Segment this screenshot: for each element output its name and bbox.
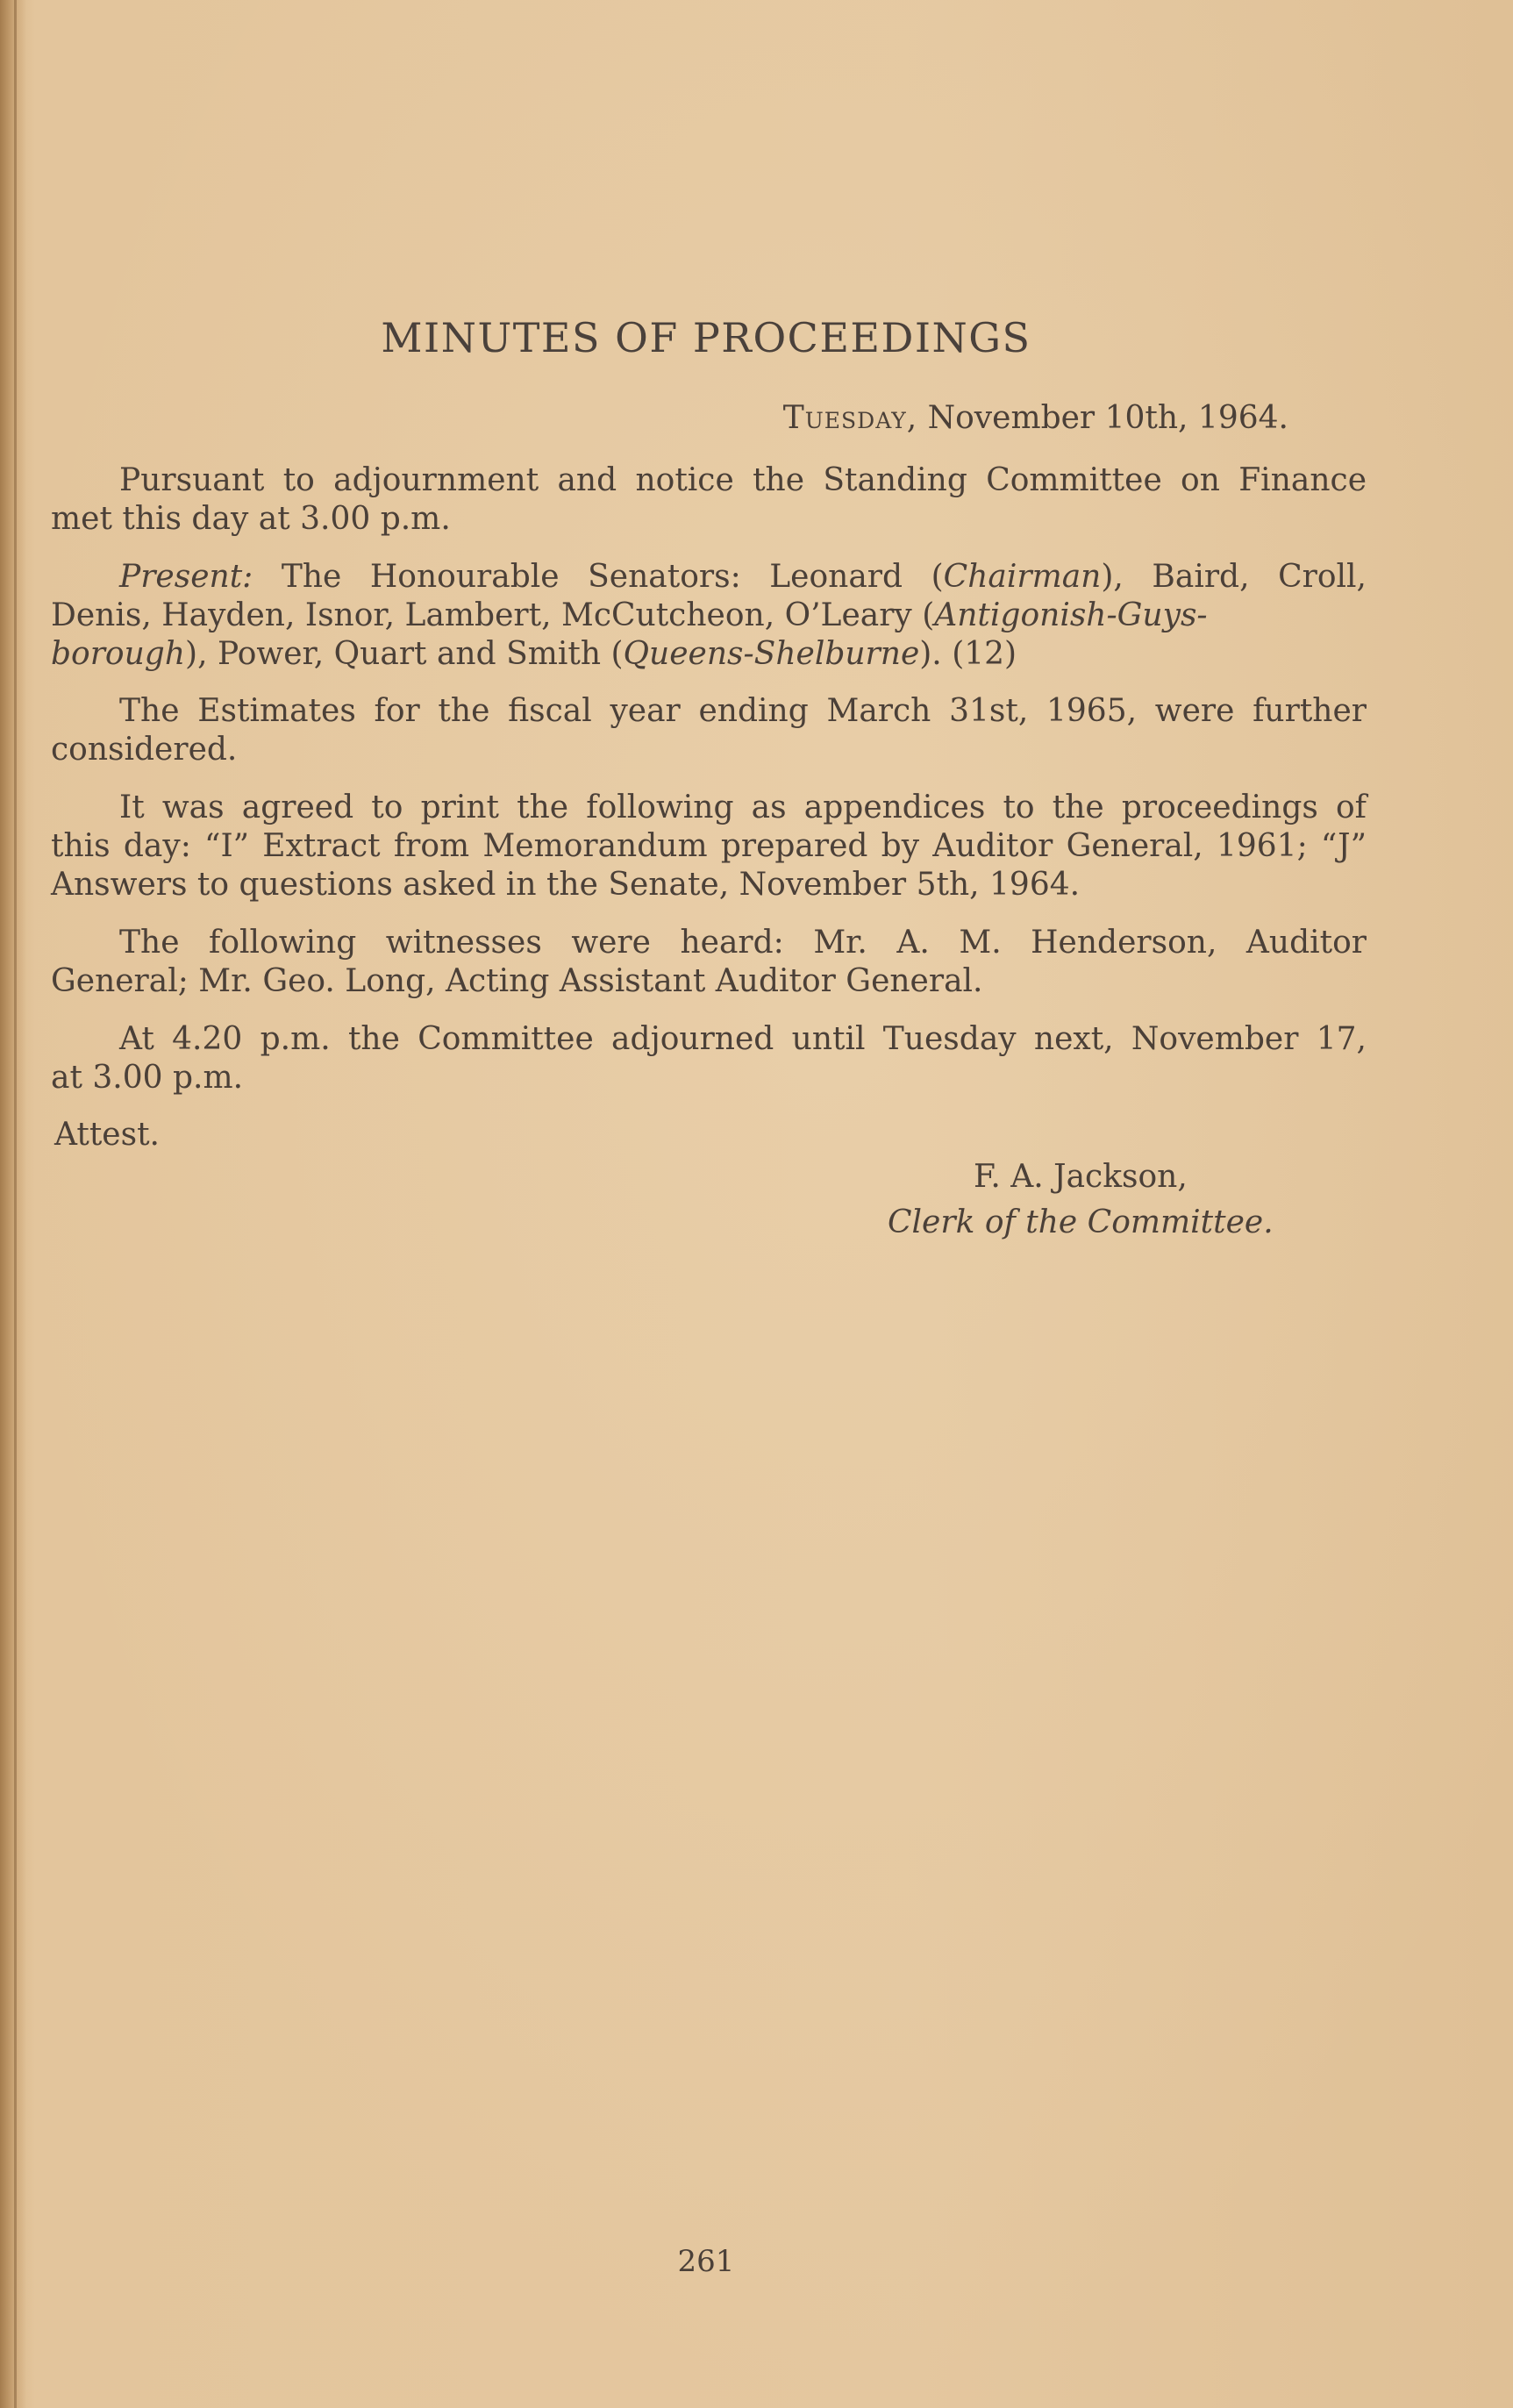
document-title: MINUTES OF PROCEEDINGS [381,314,1031,361]
riding-antigonish: Antigonish-Guys- [934,597,1208,633]
present-text: ). (12) [919,636,1017,672]
paragraph-adjournment [51,1020,1367,1097]
paragraph-adjournment-notice [51,461,1367,539]
page-number: 261 [677,2244,735,2279]
paragraph-first-line: It was agreed to print the following as appendices to the proceedings of [119,790,1367,825]
paragraph-first-line: Pursuant to adjournment and notice the Standing Committee on Finance [119,462,1367,498]
paragraph-continuation [51,597,1367,674]
signer-title: Clerk of the Committee. [888,1204,1274,1240]
meeting-date [783,400,1288,436]
attest-label: Attest. [54,1117,160,1153]
paragraph-first-line: At 4.20 p.m. the Committee adjourned until Tuesday next, November 17, [119,1021,1367,1057]
paragraph-continuation: General; Mr. Geo. Long, Acting Assistant Auditor General. [51,963,983,999]
meeting-date-rest: November 10th, 1964. [917,400,1288,436]
riding-queens-shelburne: Queens-Shelburne [623,636,920,672]
riding-antigonish-cont: borough [51,636,186,672]
present-text: ), Power, Quart and Smith ( [185,636,624,672]
paragraph-first-line [51,558,1367,597]
paragraph-witnesses [51,924,1367,1001]
paragraph-continuation: this day: “I” Extract from Memorandum prepared by Auditor General, 1961; “J” Answers to questions asked in the Senate, November 5th, 1964. [51,828,1367,903]
paragraph-first-line: The Estimates for the fiscal year ending March 31st, 1965, were further [119,693,1367,729]
paragraph-first-line: The following witnesses were heard: Mr. A. M. Henderson, Auditor [119,925,1367,961]
present-text: Denis, Hayden, Isnor, Lambert, McCutcheon, O’Leary ( [51,597,935,633]
paragraph-continuation: at 3.00 p.m. [51,1060,244,1096]
present-text: ), Baird, Croll, [1101,559,1367,595]
paragraph-continuation: met this day at 3.00 p.m. [51,501,451,537]
paragraph-estimates [51,692,1367,769]
paragraph-appendices [51,789,1367,904]
paragraph-present [51,558,1367,674]
chairman-label: Chairman [943,559,1102,595]
paragraph-continuation: considered. [51,732,238,768]
present-label: Present: [119,559,253,595]
signer-name: F. A. Jackson, [974,1159,1188,1195]
present-text: The Honourable Senators: Leonard ( [253,559,944,595]
meeting-day: Tuesday, [782,400,918,436]
